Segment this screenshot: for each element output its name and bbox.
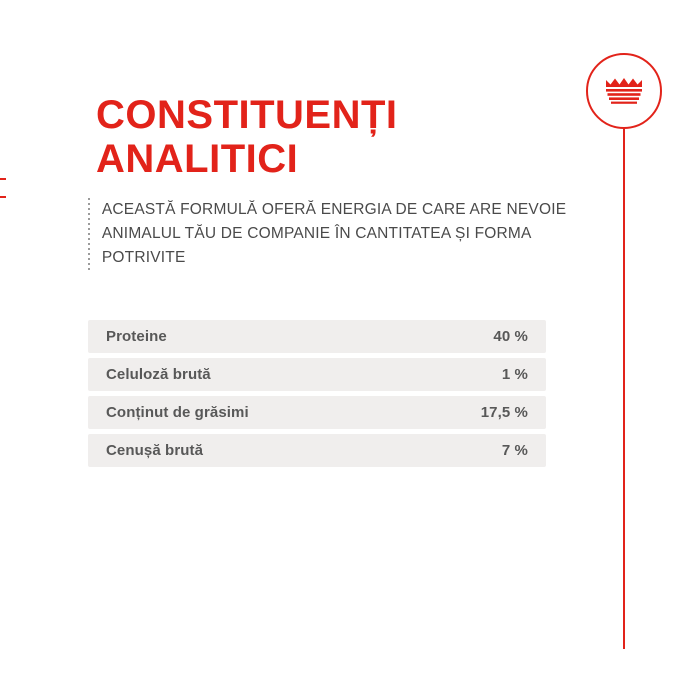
row-value: 40 % [493, 328, 528, 345]
intro-line-2: ANIMALUL TĂU DE COMPANIE ÎN CANTITATEA ȘI FORMA POTRIVITE [101, 225, 531, 266]
crown-icon [604, 78, 644, 104]
table-row [88, 396, 546, 429]
row-label: Conținut de grăsimi [106, 404, 249, 421]
row-value: 1 % [501, 366, 528, 383]
intro-block [88, 198, 588, 270]
brand-badge [586, 53, 662, 129]
row-label: Proteine [106, 328, 167, 345]
table-row [88, 434, 546, 467]
row-value: 17,5 % [480, 404, 528, 421]
row-value: 7 % [501, 442, 528, 459]
row-label: Celuloză brută [106, 366, 211, 383]
intro-line-1: ACEASTĂ FORMULĂ OFERĂ ENERGIA DE CARE ARE NEVOIE [101, 201, 567, 218]
row-label: Cenușă brută [106, 442, 204, 459]
analytical-constituents-table [88, 320, 546, 467]
dotted-rule [88, 198, 90, 270]
table-row [88, 358, 546, 391]
page-title: CONSTITUENȚI ANALITICI [96, 92, 398, 181]
left-edge-mark-bottom [0, 196, 6, 198]
left-edge-mark-top [0, 178, 6, 180]
intro-text [102, 198, 588, 270]
vertical-accent-line [623, 129, 625, 649]
table-row [88, 320, 546, 353]
